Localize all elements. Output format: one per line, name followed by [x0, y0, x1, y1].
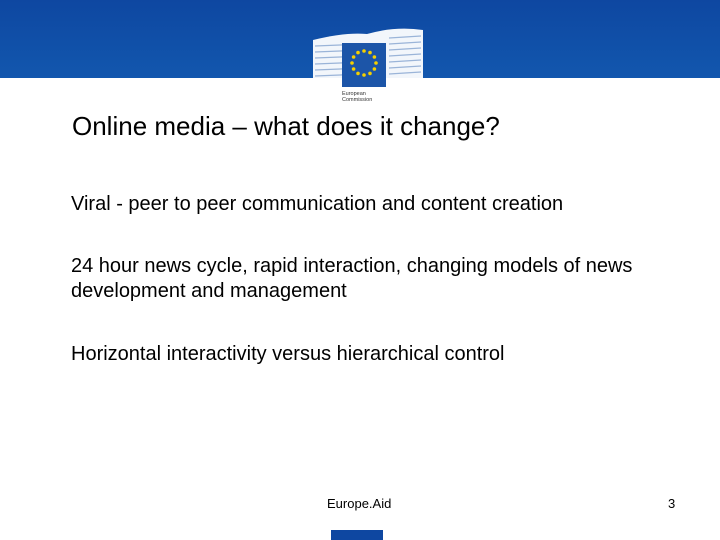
footer-accent-bar — [331, 530, 383, 540]
european-commission-logo-icon — [305, 12, 429, 102]
bullet-list — [71, 192, 671, 367]
page-number: 3 — [668, 496, 676, 511]
bullet-item: Horizontal interactivity versus hierarchical control — [71, 343, 505, 365]
svg-text:Commission: Commission — [342, 97, 373, 102]
footer-text: Europe.Aid — [327, 496, 392, 511]
svg-text:European: European — [342, 91, 366, 97]
slide-title: Online media – what does it change? — [72, 111, 500, 141]
bullet-item: 24 hour news cycle, rapid interaction, changing models of news development and management — [71, 255, 633, 302]
bullet-item: Viral - peer to peer communication and content creation — [71, 193, 564, 215]
